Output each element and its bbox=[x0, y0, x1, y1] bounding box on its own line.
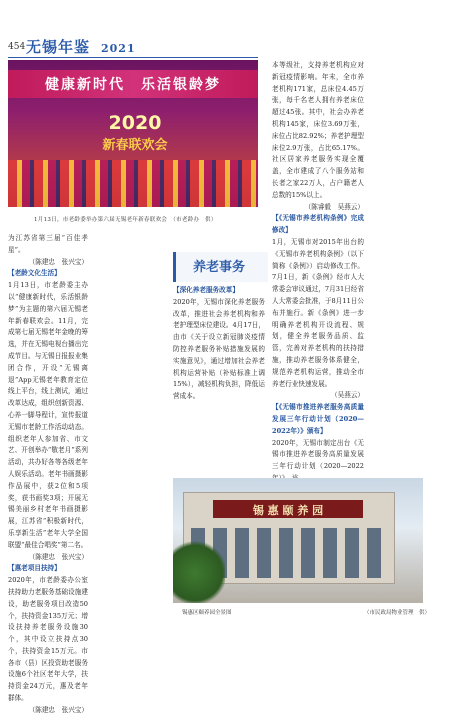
stage-banner-text: 健康新时代 乐活银龄梦 bbox=[45, 77, 221, 93]
paragraph-heading: 【《无锡市推进养老服务高质量发展三年行动计划（2020—2022年）》颁布】 bbox=[272, 403, 364, 435]
photo-caption-top: 1月13日，市老龄委举办第六届无锡老年新春联欢会 （市老龄办 供） bbox=[34, 217, 217, 223]
credit-line: （吴燕云） bbox=[331, 391, 364, 400]
book-year: 2021 bbox=[101, 42, 136, 55]
building-sign-text: 锡 惠 颐 养 园 bbox=[252, 504, 324, 517]
performers bbox=[8, 160, 258, 207]
paragraph: 1月13日，市老龄委主办以“健康新时代，乐活银龄梦”为主题的第六届无锡老年新春联欢会。11月，完成第七届无锡老年金晚的筹选，并在无锡电视台播出完成节目。与无锡日报报业集团合作，开设“无锡离退”App无锡老年教育定位线上平台，线上测试，通过改革达成，组织创新资源、心养一脚导程计，宣传报道无锡市老龄工作活动动态。组织老年人参加省、市文艺、开创举办“敬老月”系列活动，共办好各等各级老年人娱乐活动。老年书画摄影作品展中，获2位和5项奖，获书画奖3项；开展无锡美丽乡村老年书画摄影展，江苏省“积极新时代，乐享新生活”老年大学全国联盟“最佳合唱奖”第二名。 bbox=[8, 281, 88, 549]
paragraph: 2020年，无锡市制定出台《无锡市推进养老服务高质量发展三年行动计划（2020—2022 bbox=[272, 438, 364, 471]
credit-line: （陈建忠 张兴宝） bbox=[28, 257, 88, 266]
left-column bbox=[8, 233, 88, 717]
paragraph-heading: 【老龄文化生活】 bbox=[8, 269, 61, 278]
building-photo bbox=[173, 478, 423, 603]
paragraph: 1月，无锡市对2015年出台的《无锡市养老机构条例》（以下简称《条例》）启动修改工作。7月1日，新《条例》经市人大常委会审议通过，7月31日经省人大常委会批准，于8月11日公布并施行。新《条例》进一步明确养老机构开设流程、规划，健全养老服务品质、监管，完善对养老机构的扶持措施，推动养老服务体系健全，规范养老机构运营，推动全市养老行业快速发展。 bbox=[272, 237, 364, 388]
stage-year-text: 2020 bbox=[108, 112, 162, 134]
paragraph: 为江苏省第三届“百佳孝星”。 bbox=[8, 234, 88, 254]
section-title: 养老事务 bbox=[192, 260, 245, 275]
stage-sub-text: 新春联欢会 bbox=[102, 138, 168, 153]
middle-column bbox=[173, 285, 265, 403]
paragraph-heading: 【深化养老服务改革】 bbox=[173, 286, 239, 294]
paragraph-heading: 【惠老项目扶持】 bbox=[8, 564, 61, 573]
photo-caption-bottom-left: 锡惠区颐养园全景图 bbox=[182, 610, 232, 616]
credit-line: （陈建忠 张兴宝） bbox=[28, 705, 88, 714]
credit-line: （陈睿毅 吴燕云） bbox=[304, 202, 364, 211]
page-number: 454 bbox=[8, 42, 26, 52]
paragraph-heading: 【《无锡市养老机构条例》完成修改】 bbox=[272, 214, 364, 235]
paragraph: 本等级社，支持养老机构应对新冠疫情影响。年末，全市养老机构171家，总床位4.45万张，每千名老人拥有养老床位超过45张。其中，社会办养老机构145家，床位3.69万张，床位占比82.92%；养老护理型床位2.9万张，占比65.17%。社区居家养老服务实现全覆盖，全市建成了八个服务站和长者之家22万人，占户籍老人总数的15%以上。 bbox=[272, 61, 364, 199]
right-column bbox=[272, 60, 364, 485]
concert-photo bbox=[8, 60, 258, 207]
credit-line: （陈建忠 张兴宝） bbox=[28, 552, 88, 561]
paragraph: 2020年，无锡市深化养老服务改革，推进社会养老机构和养老护理型床位建设。4月17日，由市《关于设立新冠肺炎疫情防控养老服务补贴措施发展的实施意见》，通过增加社会养老机构运营补贴（补贴标准上调15%），减轻机构负担，降低运营成本。 bbox=[173, 297, 265, 401]
tree bbox=[173, 538, 225, 603]
paragraph: 2020年，市老龄委办公室扶持助力老服务基础设施建设，助老服务项目改造50个，扶持资金135万元；增设扶持养老服务设施30个，其中设立扶持点30个，扶持资金15万元。市各市（县）区投资助老服务设施6个社区老年大学，扶持资金24万元，惠及老年群体。 bbox=[8, 576, 88, 703]
photo-caption-bottom-right: （市民政局物业管理 供） bbox=[363, 610, 430, 616]
header-rule bbox=[8, 57, 258, 58]
book-title: 无锡年鉴 bbox=[26, 38, 91, 56]
